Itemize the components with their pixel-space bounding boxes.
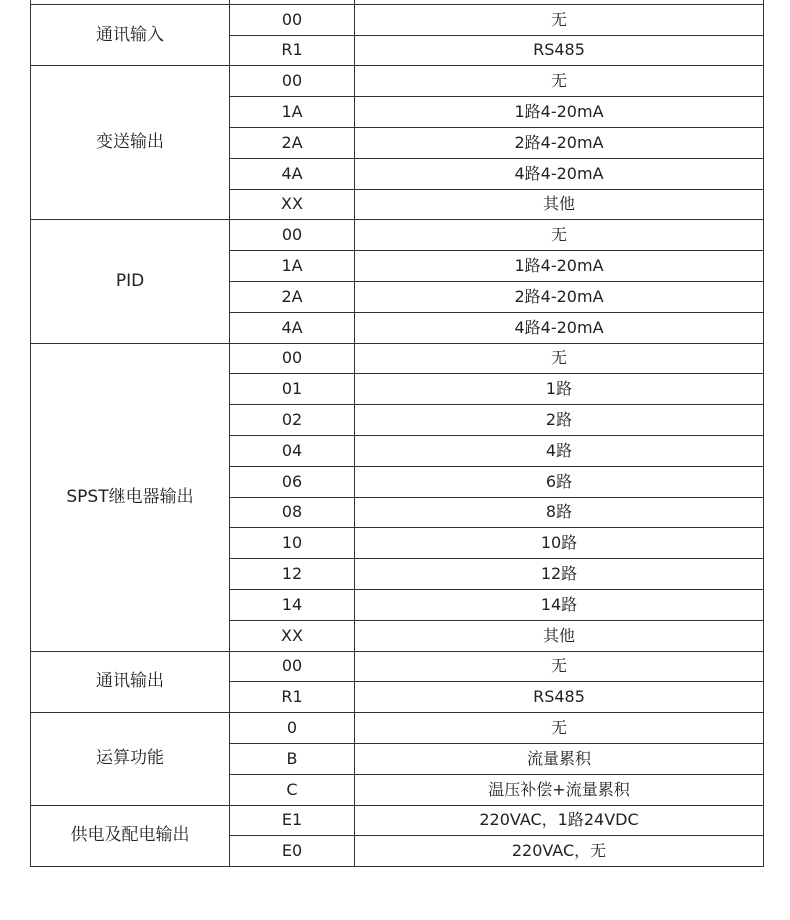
option-code-cell: 00 <box>230 220 355 251</box>
option-description-cell: 220VAC，1路24VDC <box>355 805 764 836</box>
option-description-cell: 2路 <box>355 405 764 436</box>
option-description-cell: 其他 <box>355 620 764 651</box>
option-description-cell: 无 <box>355 220 764 251</box>
option-description-cell: 无 <box>355 66 764 97</box>
option-description-cell: 4路4-20mA <box>355 312 764 343</box>
option-code-cell: E0 <box>230 836 355 867</box>
option-description-cell: 2路4-20mA <box>355 127 764 158</box>
table-row <box>31 4 764 35</box>
option-code-cell: 04 <box>230 435 355 466</box>
option-code-cell: 06 <box>230 466 355 497</box>
option-description-cell: RS485 <box>355 35 764 66</box>
option-description-cell: 10路 <box>355 528 764 559</box>
option-description-cell: 2路4-20mA <box>355 281 764 312</box>
option-code-cell: 00 <box>230 4 355 35</box>
spec-table-body <box>31 0 764 867</box>
option-code-cell: 02 <box>230 405 355 436</box>
option-code-cell: XX <box>230 189 355 220</box>
group-name-cell: 供电及配电输出 <box>31 805 230 867</box>
option-code-cell: 14 <box>230 589 355 620</box>
option-code-cell: 4A <box>230 312 355 343</box>
table-row <box>31 651 764 682</box>
option-code-cell: 00 <box>230 343 355 374</box>
group-name-cell: SPST继电器输出 <box>31 343 230 651</box>
option-code-cell: 00 <box>230 651 355 682</box>
option-code-cell: 00 <box>230 66 355 97</box>
option-description-cell: 无 <box>355 651 764 682</box>
option-description-cell: 4路 <box>355 435 764 466</box>
table-row <box>31 220 764 251</box>
option-code-cell: 01 <box>230 374 355 405</box>
group-name-cell: 运算功能 <box>31 713 230 805</box>
option-description-cell: 流量累积 <box>355 743 764 774</box>
table-row <box>31 713 764 744</box>
option-code-cell: 10 <box>230 528 355 559</box>
option-description-cell: 6路 <box>355 466 764 497</box>
option-description-cell: 1路4-20mA <box>355 251 764 282</box>
group-name-cell: 通讯输出 <box>31 651 230 713</box>
option-description-cell: 8路 <box>355 497 764 528</box>
table-row <box>31 343 764 374</box>
option-description-cell: RS485 <box>355 682 764 713</box>
option-description-cell: 14路 <box>355 589 764 620</box>
option-code-cell: 08 <box>230 497 355 528</box>
option-code-cell: R1 <box>230 35 355 66</box>
option-code-cell: E1 <box>230 805 355 836</box>
option-code-cell: 12 <box>230 559 355 590</box>
option-code-cell: 2A <box>230 127 355 158</box>
option-description-cell: 12路 <box>355 559 764 590</box>
option-description-cell: 温压补偿+流量累积 <box>355 774 764 805</box>
option-description-cell: 4路4-20mA <box>355 158 764 189</box>
option-code-cell: 0 <box>230 713 355 744</box>
option-code-cell: 1A <box>230 97 355 128</box>
option-code-cell: 1A <box>230 251 355 282</box>
option-code-cell: XX <box>230 620 355 651</box>
option-code-cell: R1 <box>230 682 355 713</box>
option-code-cell: C <box>230 774 355 805</box>
option-code-cell: 4A <box>230 158 355 189</box>
option-description-cell: 1路4-20mA <box>355 97 764 128</box>
model-spec-table <box>30 0 764 867</box>
option-description-cell: 其他 <box>355 189 764 220</box>
option-description-cell: 无 <box>355 4 764 35</box>
option-description-cell: 1路 <box>355 374 764 405</box>
option-description-cell: 220VAC，无 <box>355 836 764 867</box>
table-row <box>31 805 764 836</box>
option-code-cell: 2A <box>230 281 355 312</box>
group-name-cell: PID <box>31 220 230 343</box>
option-description-cell: 无 <box>355 713 764 744</box>
option-description-cell: 无 <box>355 343 764 374</box>
table-row <box>31 66 764 97</box>
option-code-cell: B <box>230 743 355 774</box>
group-name-cell: 通讯输入 <box>31 4 230 66</box>
group-name-cell: 变送输出 <box>31 66 230 220</box>
